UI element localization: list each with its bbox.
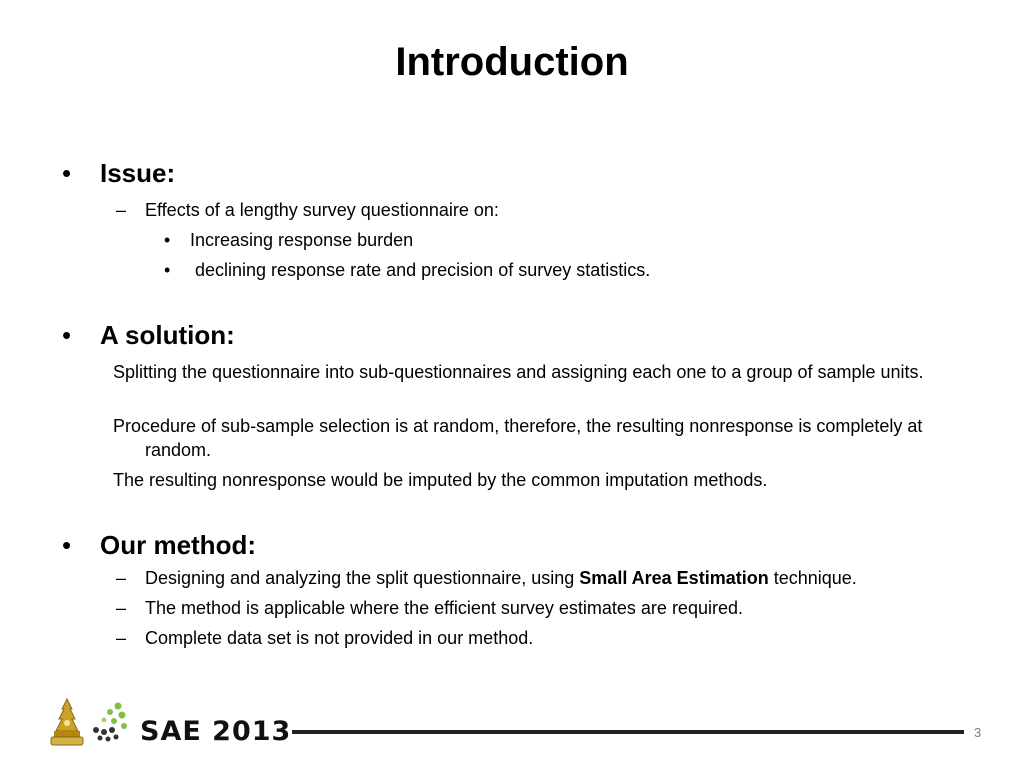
bullet: • bbox=[62, 158, 72, 188]
issue-sub-text: Effects of a lengthy survey questionnaire on: bbox=[145, 200, 499, 220]
method-sub-item bbox=[116, 628, 533, 649]
slide-title: Introduction bbox=[395, 40, 629, 84]
dash: – bbox=[116, 598, 127, 618]
method-text: The method is applicable where the efficient survey estimates are required. bbox=[145, 598, 743, 618]
conference-brand: SAE 2013 bbox=[140, 716, 292, 747]
dash: – bbox=[116, 200, 127, 220]
issue-point bbox=[164, 260, 650, 281]
dash: – bbox=[116, 628, 127, 648]
university-seal-logo bbox=[48, 697, 86, 749]
issue-point-text: Increasing response burden bbox=[190, 230, 414, 250]
bullet: • bbox=[62, 530, 72, 560]
method-sub-item bbox=[116, 568, 857, 589]
issue-point bbox=[164, 230, 413, 251]
dots-logo bbox=[88, 700, 134, 744]
solution-item bbox=[62, 320, 235, 351]
issue-heading: Issue: bbox=[100, 158, 176, 188]
solution-paragraph: The resulting nonresponse would be imputed by the common imputation methods. bbox=[113, 470, 768, 490]
issue-point-text: declining response rate and precision of survey statistics. bbox=[190, 260, 651, 280]
method-text: Complete data set is not provided in our method. bbox=[145, 628, 534, 648]
method-item bbox=[62, 530, 256, 561]
footer-divider bbox=[292, 730, 964, 734]
solution-paragraph: Procedure of sub-sample selection is at random, therefore, the resulting nonresponse is completely at random. bbox=[113, 416, 923, 460]
method-text-bold: Small Area Estimation bbox=[579, 568, 769, 588]
solution-heading: A solution: bbox=[100, 320, 235, 350]
method-sub-item bbox=[116, 598, 743, 619]
method-heading: Our method: bbox=[100, 530, 256, 560]
bullet: • bbox=[62, 320, 72, 350]
issue-item bbox=[62, 158, 175, 189]
bullet: • bbox=[164, 260, 171, 280]
bullet: • bbox=[164, 230, 171, 250]
method-text: technique. bbox=[768, 568, 857, 588]
page-number: 3 bbox=[974, 725, 982, 740]
issue-sub-item bbox=[116, 200, 499, 221]
solution-paragraph: Splitting the questionnaire into sub-questionnaires and assigning each one to a group of sample units. bbox=[113, 362, 924, 382]
method-text: Designing and analyzing the split questionnaire, using bbox=[145, 568, 580, 588]
dash: – bbox=[116, 568, 127, 588]
